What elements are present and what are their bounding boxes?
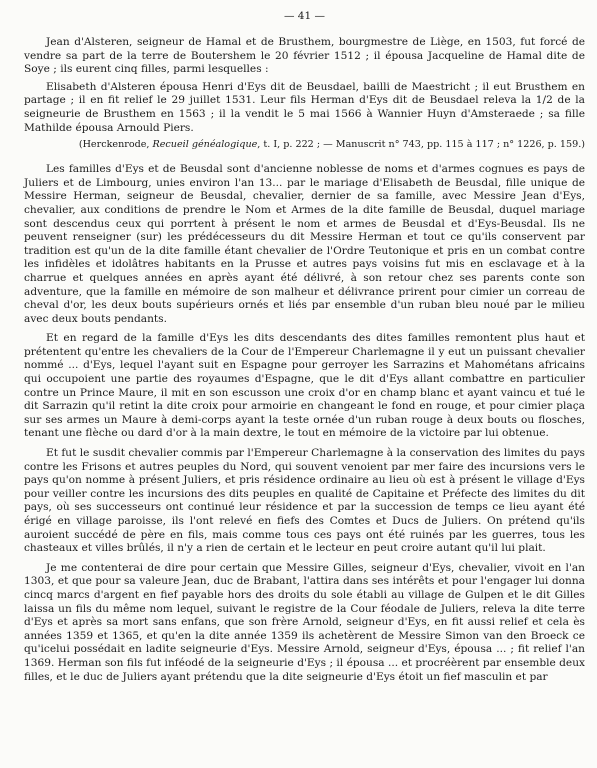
source-post: , t. I, p. 222 ; — Manuscrit n° 743, pp. 115 à 117 ; n° 1226, p. 159.): [257, 139, 585, 151]
page-number: — 41 —: [283, 10, 326, 22]
source-citation: [24, 139, 585, 151]
paragraph-families: Les familles d'Eys et de Beusdal sont d'ancienne noblesse de noms et d'armes cognues es pays de Juliers et de Limbourg, unies environ l'an 13... par le mariage d'Elisabeth de Beusdal, fille unique de Messire Herman, seigneur de Beusdal, chevalier, dernier de sa famille, avec Messire Jean d'Eys, chevalier, aux conditions de prendre le Nom et Armes de la dite famille de Beusdal, duquel mariage sont descendus ceux qui porrtent à présent le nom et armes de Beusdal et d'Eys-Beusdal. Ils ne peuvent renseigner (sur) les prédécesseurs du dit Messire Herman et tout ce qu'ils conservent par tradition est qu'un de la dite famille étant chevalier de l'Ordre Teutonique et pris en un combat contre les infidèles et idolâtres habitants en la Prusse et autres pays voisins fut mis en esclavage et à la charrue et quelques années en après ayant été délivré, à son retour chez ses parents conte son adventure, que la famille en mémoire de son malheur et délivrance prirent pour cimier un correau de cheval d'or, les deux bouts supérieurs ornés et liés par ensemble d'un ruban bleu noué par le milieu avec deux bouts pendants.: [24, 163, 585, 325]
paragraph-charlemagne: Et en regard de la famille d'Eys les dits descendants des dites familles remontent plus haut et prétentent qu'entre les chevaliers de la Cour de l'Empereur Charlemagne il y eut un puissant chevalier nommé ... d'Eys, lequel l'ayant suit en Espagne pour gerroyer les Sarrazins et Mahométans africains qui occupoient une partie des royaumes d'Espagne, que le dit d'Eys allant combattre en particulier contre un Prince Maure, il mit en son escusson une croix d'or en champ blanc et ayant vaincu et tué le dit Sarrazin qu'il retint la dite croix pour armoirie en changeant le fond en rouge, et pour cimier plaça sur ses armes un Maure à demi-corps ayant la teste ornée d'un ruban rouge à deux bouts ou flosches, tenant une flèche ou dard d'or à la main dextre, le tout en mémoire de la victoire par lui obtenue.: [24, 332, 585, 440]
paragraph-alsteren: Jean d'Alsteren, seigneur de Hamal et de Brusthem, bourgmestre de Liège, en 1503, fut forcé de vendre sa part de la terre de Boutershem le 20 février 1512 ; il épousa Jacqueline de Hamal dite de Soye ; ils eurent cinq filles, parmi lesquelles :: [24, 36, 585, 76]
source-title: Recueil généalogique: [152, 139, 258, 151]
paragraph-limits: Et fut le susdit chevalier commis par l'Empereur Charlemagne à la conservation des limites du pays contre les Frisons et autres peuples du Nord, qui souvent venoient par mer faire des incursions vers le pays qu'on nomme à présent Juliers, et pris résidence ordinaire au lieu où est à présent le village d'Eys pour veiller contre les incursions des dits peuples en qualité de Capitaine et Préfecte des limites du dit pays, où ses successeurs ont continué leur résidence et par la succession de temps ce lieu ayant été érigé en village paroisse, ils l'ont relevé en fiefs des Comtes et Ducs de Juliers. On prétend qu'ils auroient succédé de père en fils, mais comme tous ces pays ont été ruinés par les guerres, tous les chasteaux et villes brûlés, il n'y a rien de certain et le lecteur en peut croire autant qu'il lui plait.: [24, 447, 585, 555]
paragraph-elisabeth: Elisabeth d'Alsteren épousa Henri d'Eys dit de Beusdael, bailli de Maestricht ; il eut Brusthem en partage ; il en fit relief le 29 juillet 1531. Leur fils Herman d'Eys dit de Beusdael releva la 1/2 de la seigneurie de Brusthem en 1563 ; il la vendit le 5 mai 1566 à Wannier Huyn d'Amsteraede ; sa fille Mathilde épousa Arnould Piers.: [24, 80, 585, 134]
paragraph-gilles: Je me contenterai de dire pour certain que Messire Gilles, seigneur d'Eys, chevalier, vivoit en l'an 1303, et que pour sa valeure Jean, duc de Brabant, l'attira dans ses intérêts et pour l'engager lui donna cincq marcs d'argent en fief payable hors des droits du sole établi au village de Gulpen et le dit Gilles laissa un fils du même nom lequel, suivant le registre de la Cour féodale de Juliers, releva la dite terre d'Eys et après sa mort sans enfans, que son frère Arnold, seigneur d'Eys, en fit aussi relief et cela ès années 1359 et 1365, et qu'en la dite année 1359 ils achetèrent de Messire Simon van den Broeck ce qu'icelui possédait en ladite seigneurie d'Eys. Messire Arnold, seigneur d'Eys, épousa ... ; fit relief l'an 1369. Herman son fils fut inféodé de la seigneurie d'Eys ; il épousa ... et procréèrent par ensemble deux filles, et le duc de Juliers ayant prétendu que la dite seigneurie d'Eys étoit un fief masculin et par: [24, 561, 585, 683]
source-pre: (Herckenrode,: [78, 139, 153, 151]
